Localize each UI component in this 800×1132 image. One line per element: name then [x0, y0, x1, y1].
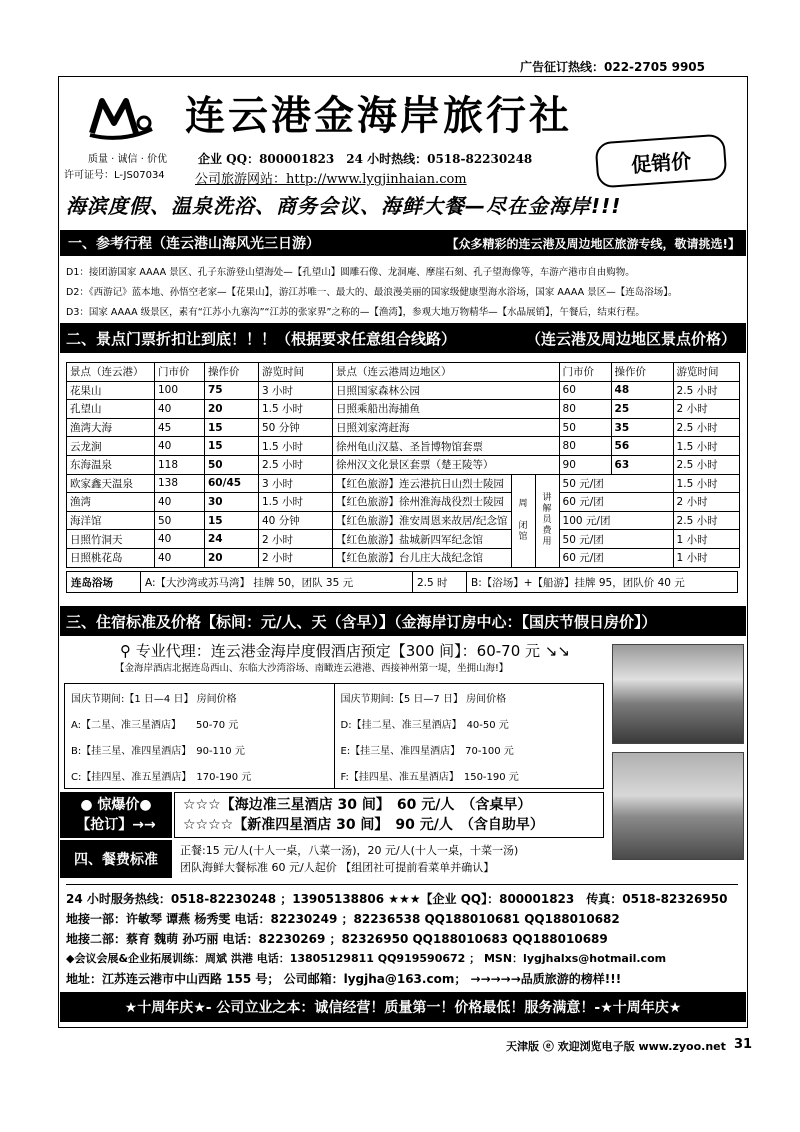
- table-header: 景点（连云港）: [67, 363, 155, 382]
- table-cell: F:【挂四星、准五星酒店】 150-190 元: [340, 771, 519, 783]
- table-cell: 花果山: [67, 381, 155, 400]
- table-cell: 56: [611, 437, 673, 456]
- table-cell: 渔湾大海: [67, 418, 155, 437]
- table-row: [65, 684, 603, 710]
- section2-header: [60, 323, 746, 353]
- section2-right: （连云港及周边地区景点价格）: [525, 329, 736, 348]
- pin-icon: ⚲: [120, 642, 136, 660]
- section1-header: [60, 230, 746, 256]
- table-cell: 50 分钟: [259, 418, 333, 437]
- table-header: 操作价: [205, 363, 259, 382]
- table-cell: 孔望山: [67, 400, 155, 419]
- table-cell: 20: [205, 400, 259, 419]
- hotel-agent-sub: 【金海岸酒店北据连岛西山、东临大沙湾浴场、南瞰连云港港、西接神州第一堤，坐拥山海!】: [115, 663, 509, 674]
- hot-deal-line2: 【抢订】→→: [76, 817, 156, 833]
- table-cell: 日照国家森林公园: [333, 381, 560, 400]
- table-row: [67, 530, 333, 549]
- table-row: [65, 710, 603, 736]
- address-line: 地址：江苏连云港市中山西路 155 号； 公司邮箱：lygjha@163.com； →→→→→品质旅游的榜样!!!: [66, 972, 622, 986]
- section1-title: 一、参考行程（连云港山海风光三日游）: [68, 236, 320, 252]
- table-cell: 讲 解 员 费 用: [535, 474, 559, 567]
- headline-slogan: 海滨度假、温泉洗浴、商务会议、海鲜大餐—尽在金海岸!!!: [66, 194, 622, 218]
- table-header-row: [67, 363, 333, 382]
- table-cell: 1.5 小时: [259, 493, 333, 512]
- table-cell: 50: [559, 418, 611, 437]
- table-cell: 海洋馆: [67, 511, 155, 530]
- arrow-icon: ↘↘: [544, 642, 570, 660]
- seaside-photo: [612, 752, 744, 860]
- ferry-name: 连岛浴场: [67, 572, 141, 592]
- table-header: 景点（连云港周边地区）: [333, 363, 560, 382]
- table-cell: 40: [155, 493, 205, 512]
- table-cell: 2.5 小时: [673, 455, 739, 474]
- table-row: [333, 381, 740, 400]
- table-cell: 【红色旅游】徐州淮海战役烈士陵园: [333, 493, 512, 512]
- table-cell: 50 元/团: [559, 530, 673, 549]
- qq-hotline: 企业 QQ：800001823 24 小时热线：0518-82230248: [198, 152, 533, 166]
- section4-header: 四、餐费标准: [60, 840, 172, 878]
- table-cell: 40 分钟: [259, 511, 333, 530]
- website-line: [195, 168, 467, 187]
- website-label: 公司旅游网站：: [195, 172, 287, 187]
- table-cell: 2.5 小时: [673, 418, 739, 437]
- table-cell: 100: [155, 381, 205, 400]
- table-cell: 2 小时: [259, 530, 333, 549]
- table-cell: 1.5 小时: [259, 437, 333, 456]
- table-cell: 日照乘船出海捕鱼: [333, 400, 560, 419]
- hot-deal-line1: ● 惊爆价●: [80, 797, 152, 813]
- hot-deal-badge: [60, 792, 172, 838]
- table-cell: 24: [205, 530, 259, 549]
- table-cell: 2 小时: [259, 548, 333, 567]
- itinerary-d1: D1：接团游国家 AAAA 景区、孔子东游登山望海处—【孔望山】圆雕石像、龙洞庵、摩崖石刻、孔子望海像等，车游产港市自由购物。: [66, 267, 635, 278]
- table-cell: 60: [559, 381, 611, 400]
- divider: [66, 884, 738, 885]
- company-name: 连云港金海岸旅行社: [185, 92, 572, 139]
- anniversary-bar: ★十周年庆★- 公司立业之本：诚信经营！质量第一！价格最低！服务满意！-★十周年庆★: [60, 992, 746, 1022]
- table-cell: 日照刘家湾赶海: [333, 418, 560, 437]
- hotel-price-table: [64, 683, 604, 789]
- table-cell: 40: [155, 437, 205, 456]
- table-cell: 138: [155, 474, 205, 493]
- table-cell: 50: [205, 455, 259, 474]
- meal-line2: 团队海鲜大餐标准 60 元/人起价 【组团社可提前看菜单并确认】: [180, 861, 495, 874]
- itinerary-d2: D2：《西游记》蓝本地、孙悟空老家—【花果山】，游江苏唯一、最大的、最浪漫美丽的国家级健康型海水浴场，国家 AAAA 景区—【连岛浴场】。: [66, 287, 678, 298]
- table-cell: 63: [611, 455, 673, 474]
- table-row: [67, 381, 333, 400]
- table-header: 门市价: [155, 363, 205, 382]
- page-number: 31: [734, 1037, 753, 1052]
- table-cell: E:【挂三星、准四星酒店】 70-100 元: [340, 745, 514, 757]
- table-cell: 48: [611, 381, 673, 400]
- regional-ticket-table: [332, 362, 740, 568]
- table-cell: 75: [205, 381, 259, 400]
- table-cell: 1.5 小时: [259, 400, 333, 419]
- itinerary-d3: D3：国家 AAAA 级景区，素有“江苏小九寨沟”“江苏的张家界”之称的—【渔湾】，参观大地万物精华—【水晶展销】，午餐后，结束行程。: [66, 307, 645, 318]
- section1-right: 【众多精彩的连云港及周边地区旅游专线，敬请挑选!】: [446, 236, 740, 251]
- table-cell: 40: [155, 548, 205, 567]
- table-cell: 60/45: [205, 474, 259, 493]
- table-cell: 国庆节期间:【1 日—4 日】 房间价格: [65, 684, 334, 710]
- table-cell: 60 元/团: [559, 493, 673, 512]
- table-cell: 15: [205, 511, 259, 530]
- table-cell: 【红色旅游】台儿庄大战纪念馆: [333, 548, 512, 567]
- table-header: 门市价: [559, 363, 611, 382]
- dept1-contacts: 地接一部：许敏琴 谭燕 杨秀雯 电话：82230249 ；82236538 QQ188010681 QQ188010682: [66, 912, 620, 926]
- table-cell: 日照竹洞天: [67, 530, 155, 549]
- table-cell: 35: [611, 418, 673, 437]
- company-logo: [86, 93, 156, 141]
- table-cell: 徐州龟山汉墓、圣旨博物馆套票: [333, 437, 560, 456]
- table-cell: 【红色旅游】盐城新四军纪念馆: [333, 530, 512, 549]
- table-cell: D:【挂二星、准三星酒店】 40-50 元: [340, 719, 509, 731]
- deal-2: ☆☆☆☆【新准四星酒店 30 间】 90 元/人 （含自助早）: [183, 817, 544, 833]
- table-row: [333, 455, 740, 474]
- meal-info: [180, 842, 518, 876]
- table-cell: 50 元/团: [559, 474, 673, 493]
- table-header: 操作价: [611, 363, 673, 382]
- table-cell: B:【挂三星、准四星酒店】 90-110 元: [65, 736, 334, 762]
- table-cell: 东海温泉: [67, 455, 155, 474]
- hotel-agent-text: 专业代理：连云港金海岸度假酒店预定【300 间】：60-70 元: [135, 642, 541, 660]
- website-url[interactable]: http://www.lygjinhaian.com: [286, 172, 467, 187]
- table-cell: 【红色旅游】连云港抗日山烈士陵园: [333, 474, 512, 493]
- table-header-row: [333, 363, 740, 382]
- table-cell: 1.5 小时: [673, 474, 739, 493]
- promo-badge: 促销价: [595, 134, 728, 189]
- table-cell: 3 小时: [259, 381, 333, 400]
- table-cell: 40: [155, 530, 205, 549]
- table-row: [67, 493, 333, 512]
- table-row: [333, 418, 740, 437]
- section2-title: 二、景点门票折扣让到底！！！（根据要求任意组合线路）: [66, 329, 457, 348]
- meal-line1: 正餐:15 元/人(十人一桌，八菜一汤)，20 元/人(十人一桌，十菜一汤): [180, 844, 519, 857]
- table-cell: 日照桃花岛: [67, 548, 155, 567]
- hotel-room-photo: [612, 644, 744, 744]
- table-cell: 2.5 小时: [259, 455, 333, 474]
- table-cell: 2.5 小时: [673, 511, 739, 530]
- table-cell: 30: [205, 493, 259, 512]
- table-cell: C:【挂四星、准五星酒店】 170-190 元: [65, 762, 334, 788]
- table-cell: 云龙涧: [67, 437, 155, 456]
- table-cell: 2.5 小时: [673, 381, 739, 400]
- table-cell: 国庆节期间:【5 日—7 日】 房间价格: [340, 693, 507, 705]
- ferry-duration: 2.5 时: [413, 572, 467, 592]
- local-ticket-table: [66, 362, 333, 568]
- table-row: [67, 474, 333, 493]
- table-row: [67, 400, 333, 419]
- table-cell: 50: [155, 511, 205, 530]
- table-cell: 渔湾: [67, 493, 155, 512]
- table-cell: 15: [205, 437, 259, 456]
- table-cell: 1 小时: [673, 548, 739, 567]
- table-header: 游览时间: [673, 363, 739, 382]
- table-cell: 40: [155, 400, 205, 419]
- dept2-contacts: 地接二部：蔡育 魏萌 孙巧丽 电话：82230269 ；82326950 QQ188010683 QQ188010689: [66, 932, 608, 946]
- hot-deals-box: [174, 792, 604, 838]
- table-row: [65, 736, 603, 762]
- table-row: [67, 418, 333, 437]
- table-row: [67, 548, 333, 567]
- table-cell: 25: [611, 400, 673, 419]
- table-row: [65, 762, 603, 788]
- table-cell: 100 元/团: [559, 511, 673, 530]
- table-cell: 欧家鑫天温泉: [67, 474, 155, 493]
- table-cell: 1.5 小时: [673, 437, 739, 456]
- table-cell: 15: [205, 418, 259, 437]
- table-cell: 60 元/团: [559, 548, 673, 567]
- ferry-option-a: A:【大沙湾或苏马湾】 挂牌 50，团队 35 元: [141, 572, 413, 592]
- table-cell: 80: [559, 437, 611, 456]
- table-row: [333, 474, 740, 493]
- hotel-agent: [120, 640, 570, 661]
- table-cell: A:【二星、准三星酒店】 50-70 元: [65, 710, 334, 736]
- table-cell: 118: [155, 455, 205, 474]
- table-cell: 2 小时: [673, 400, 739, 419]
- table-cell: 1 小时: [673, 530, 739, 549]
- table-cell: 20: [205, 548, 259, 567]
- ferry-option-b: B:【浴场】+【船游】挂牌 95，团队价 40 元: [471, 576, 685, 589]
- service-hotline: 24 小时服务热线：0518-82230248 ；13905138806 ★★★【企业 QQ】：800001823 传真：0518-82326950: [66, 892, 728, 906]
- table-cell: 45: [155, 418, 205, 437]
- table-row: [333, 437, 740, 456]
- table-cell: 徐州汉文化景区套票（楚王陵等）: [333, 455, 560, 474]
- table-cell: 周 闭 馆: [511, 474, 535, 567]
- quality-slogan: 质量 · 诚信 · 价优: [88, 154, 168, 165]
- table-cell: 【红色旅游】淮安周恩来故居/纪念馆: [333, 511, 512, 530]
- section3-header: 三、住宿标准及价格【标间：元/人、天（含早）】（金海岸订房中心：【国庆节假日房价】）: [60, 606, 746, 636]
- license-number: 许可证号：L-JS07034: [64, 170, 165, 181]
- table-row: [67, 455, 333, 474]
- table-row: [67, 511, 333, 530]
- table-row: [67, 437, 333, 456]
- table-header: 游览时间: [259, 363, 333, 382]
- ferry-row: [66, 571, 738, 593]
- deal-1: ☆☆☆【海边准三星酒店 30 间】 60 元/人 （含桌早）: [183, 797, 532, 813]
- table-cell: 2 小时: [673, 493, 739, 512]
- table-cell: 80: [559, 400, 611, 419]
- table-cell: 90: [559, 455, 611, 474]
- table-cell: 3 小时: [259, 474, 333, 493]
- ad-hotline: 广告征订热线：022-2705 9905: [520, 60, 706, 74]
- footer-text: 天津版 ⓔ 欢迎浏览电子版 www.zyoo.net: [506, 1040, 726, 1053]
- table-row: [333, 400, 740, 419]
- conference-contacts: ◆会议会展&企业拓展训练：周斌 洪港 电话：13805129811 QQ919590672 ； MSN：lygjhalxs@hotmail.com: [66, 952, 667, 965]
